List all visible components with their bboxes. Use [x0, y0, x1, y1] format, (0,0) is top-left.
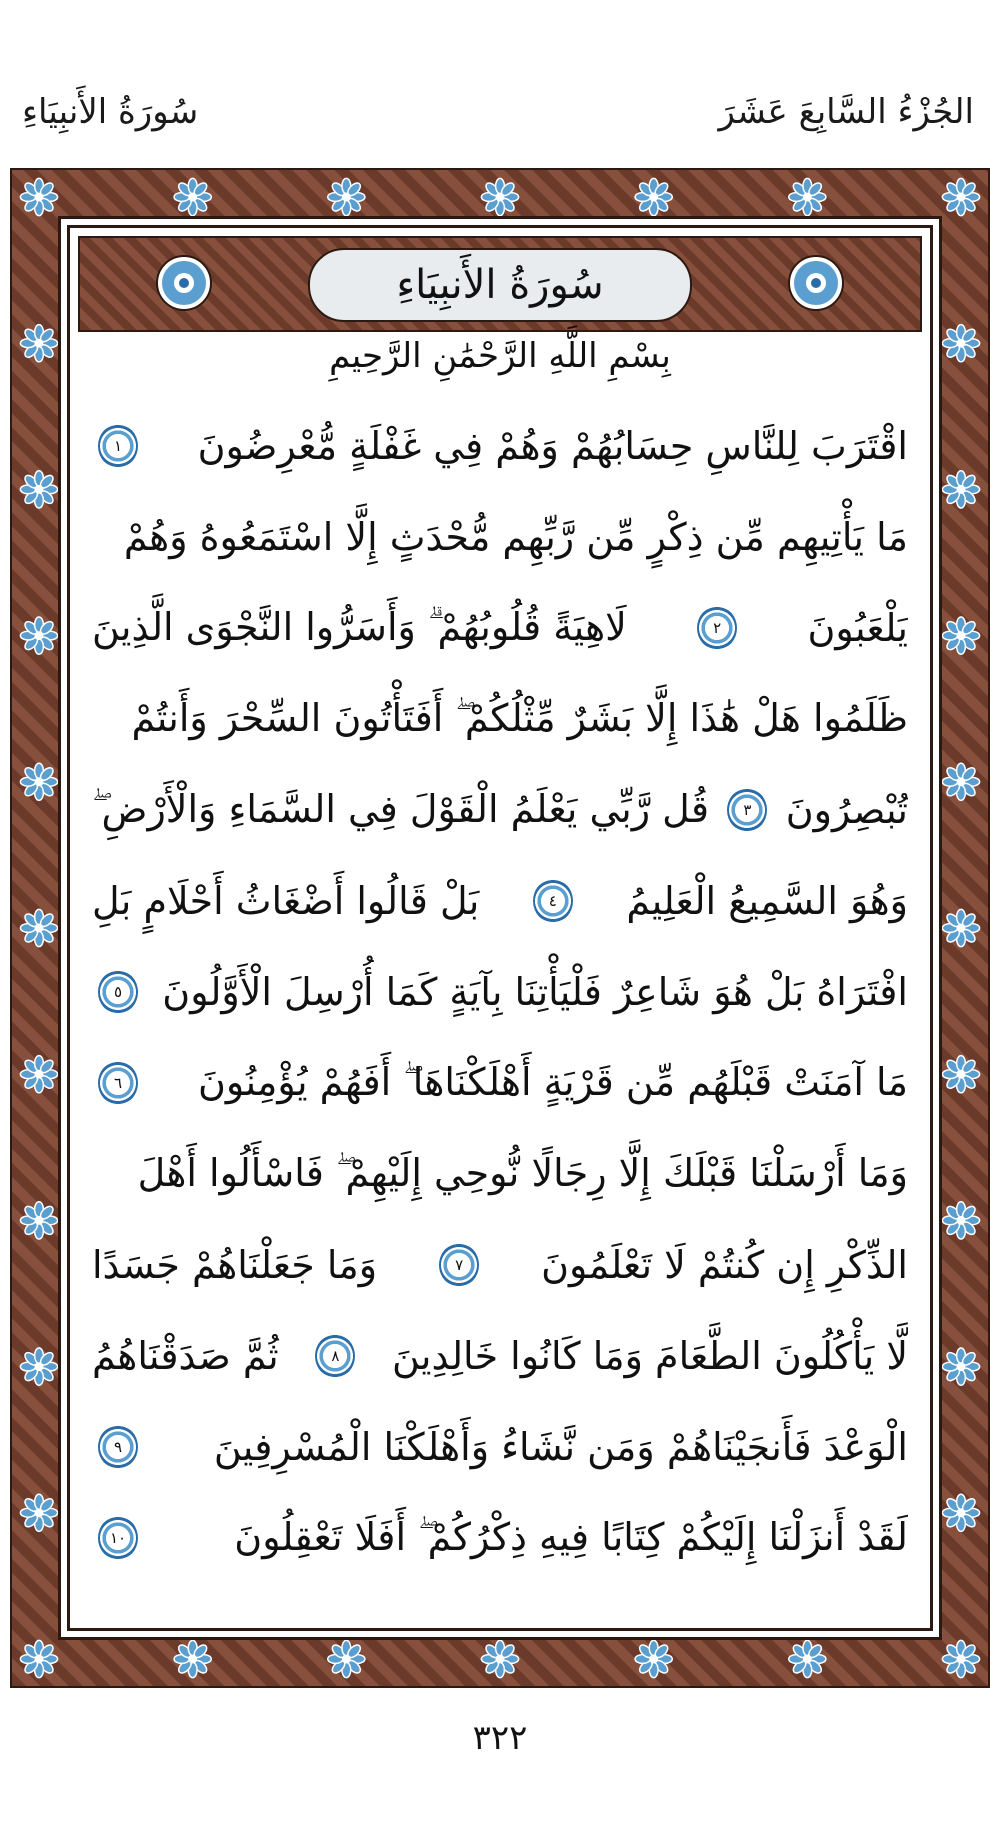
verse-text: مَا يَأْتِيهِم مِّن ذِكْرٍ مِّن رَّبِّهِم مُّحْدَثٍ إِلَّا اسْتَمَعُوهُ وَهُمْ — [123, 514, 908, 559]
verse-text: ثُمَّ صَدَقْنَاهُمُ — [92, 1333, 279, 1378]
ayah-number-marker: ٥ — [98, 970, 138, 1014]
frame-rosette-icon — [942, 617, 979, 654]
frame-rosette-icon — [481, 178, 518, 215]
verse-line — [92, 764, 908, 855]
basmala: بِسْمِ اللَّهِ الرَّحْمَٰنِ الرَّحِيمِ — [329, 336, 671, 376]
verse-text: يَلْعَبُونَ — [807, 605, 908, 650]
frame-rosette-icon — [20, 909, 57, 946]
verse-text: الذِّكْرِ إِن كُنتُمْ لَا تَعْلَمُونَ — [541, 1242, 908, 1287]
frame-rosette-icon — [20, 1348, 57, 1385]
surah-header-label: سُورَةُ الأَنبِيَاءِ — [22, 92, 199, 132]
verse-text: اقْتَرَبَ لِلنَّاسِ حِسَابُهُمْ وَهُمْ فِي غَفْلَةٍ مُّعْرِضُونَ — [197, 423, 908, 468]
ayah-number-marker: ٩ — [98, 1425, 138, 1469]
verse-text: وَمَا جَعَلْنَاهُمْ جَسَدًا — [92, 1242, 378, 1287]
ayah-number-marker: ٦ — [98, 1061, 138, 1105]
verse-text: وَمَا أَرْسَلْنَا قَبْلَكَ إِلَّا رِجَالًا نُّوحِي إِلَيْهِمْ ۖ فَاسْأَلُوا أَهْلَ — [137, 1151, 908, 1195]
verse-text: افْتَرَاهُ بَلْ هُوَ شَاعِرٌ فَلْيَأْتِنَا بِآيَةٍ كَمَا أُرْسِلَ الْأَوَّلُونَ — [162, 969, 908, 1014]
frame-rosette-icon — [942, 1202, 979, 1239]
frame-rosette-icon — [481, 1640, 518, 1677]
ayah-number-marker: ٣ — [727, 788, 767, 832]
frame-rosette-icon — [635, 178, 672, 215]
frame-rosette-icon — [20, 1202, 57, 1239]
ayah-number-marker: ١٠ — [98, 1516, 138, 1560]
ayah-number-marker: ٨ — [315, 1334, 355, 1378]
page-number: ٣٢٢ — [472, 1718, 528, 1758]
verse-text: لَاهِيَةً قُلُوبُهُمْ ۗ وَأَسَرُّوا النَّجْوَى الَّذِينَ — [92, 605, 627, 649]
ayah-number-marker: ٢ — [697, 606, 737, 650]
verse-line — [92, 1310, 908, 1401]
verse-text: الْوَعْدَ فَأَنجَيْنَاهُمْ وَمَن نَّشَاءُ وَأَهْلَكْنَا الْمُسْرِفِينَ — [213, 1424, 908, 1469]
rosette-icon — [155, 254, 213, 312]
frame-rosette-icon — [635, 1640, 672, 1677]
verse-text: لَّا يَأْكُلُونَ الطَّعَامَ وَمَا كَانُوا خَالِدِينَ — [392, 1333, 908, 1378]
text-panel — [67, 225, 933, 1631]
frame-rosette-icon — [942, 909, 979, 946]
verse-line — [92, 1401, 908, 1492]
verse-text: وَهُوَ السَّمِيعُ الْعَلِيمُ — [626, 878, 908, 923]
frame-rosette-icon — [942, 1640, 979, 1677]
surah-title-band — [78, 236, 922, 332]
verse-lines — [92, 400, 908, 1583]
verse-text: مَا آمَنَتْ قَبْلَهُم مِّن قَرْيَةٍ أَهْلَكْنَاهَا ۖ أَفَهُمْ يُؤْمِنُونَ — [198, 1060, 908, 1104]
verse-line — [92, 400, 908, 491]
frame-rosette-icon — [174, 1640, 211, 1677]
verse-text: بَلْ قَالُوا أَضْغَاثُ أَحْلَامٍ بَلِ — [92, 878, 480, 923]
frame-rosette-icon — [942, 325, 979, 362]
frame-rosette-icon — [20, 1640, 57, 1677]
verse-text: قُل رَّبِّي يَعْلَمُ الْقَوْلَ فِي السَّمَاءِ وَالْأَرْضِ ۖ — [92, 787, 710, 831]
verse-line — [92, 1128, 908, 1219]
frame-rosette-icon — [328, 1640, 365, 1677]
ornamental-frame — [10, 168, 990, 1688]
verse-text: لَقَدْ أَنزَلْنَا إِلَيْكُمْ كِتَابًا فِيهِ ذِكْرُكُمْ ۖ أَفَلَا تَعْقِلُونَ — [234, 1515, 908, 1559]
frame-rosette-icon — [20, 325, 57, 362]
frame-rosette-icon — [20, 178, 57, 215]
verse-line — [92, 855, 908, 946]
frame-rosette-icon — [20, 1494, 57, 1531]
frame-rosette-icon — [789, 178, 826, 215]
frame-rosette-icon — [20, 617, 57, 654]
frame-rosette-icon — [174, 178, 211, 215]
frame-rosette-icon — [942, 1056, 979, 1093]
page-header — [0, 0, 1000, 175]
verse-line — [92, 1492, 908, 1583]
verse-line — [92, 582, 908, 673]
frame-rosette-icon — [20, 1056, 57, 1093]
frame-rosette-icon — [942, 178, 979, 215]
rosette-icon — [787, 254, 845, 312]
frame-rosette-icon — [942, 1348, 979, 1385]
surah-title: سُورَةُ الأَنبِيَاءِ — [396, 262, 604, 308]
verse-text: ظَلَمُوا هَلْ هَٰذَا إِلَّا بَشَرٌ مِّثْلُكُمْ ۖ أَفَتَأْتُونَ السِّحْرَ وَأَنتُمْ — [131, 696, 908, 740]
surah-title-cartouche — [308, 248, 692, 322]
juz-label: الجُزْءُ السَّابِعَ عَشَرَ — [718, 92, 974, 132]
verse-line — [92, 1037, 908, 1128]
ayah-number-marker: ٤ — [533, 879, 573, 923]
ayah-number-marker: ١ — [98, 424, 138, 468]
verse-line — [92, 946, 908, 1037]
verse-text: تُبْصِرُونَ — [785, 787, 908, 832]
verse-line — [92, 1219, 908, 1310]
frame-rosette-icon — [20, 763, 57, 800]
ayah-number-marker: ٧ — [439, 1243, 479, 1287]
frame-rosette-icon — [942, 1494, 979, 1531]
frame-rosette-icon — [20, 471, 57, 508]
verse-line — [92, 491, 908, 582]
frame-rosette-icon — [942, 471, 979, 508]
frame-rosette-icon — [328, 178, 365, 215]
frame-rosette-icon — [789, 1640, 826, 1677]
frame-rosette-icon — [942, 763, 979, 800]
verse-line — [92, 673, 908, 764]
